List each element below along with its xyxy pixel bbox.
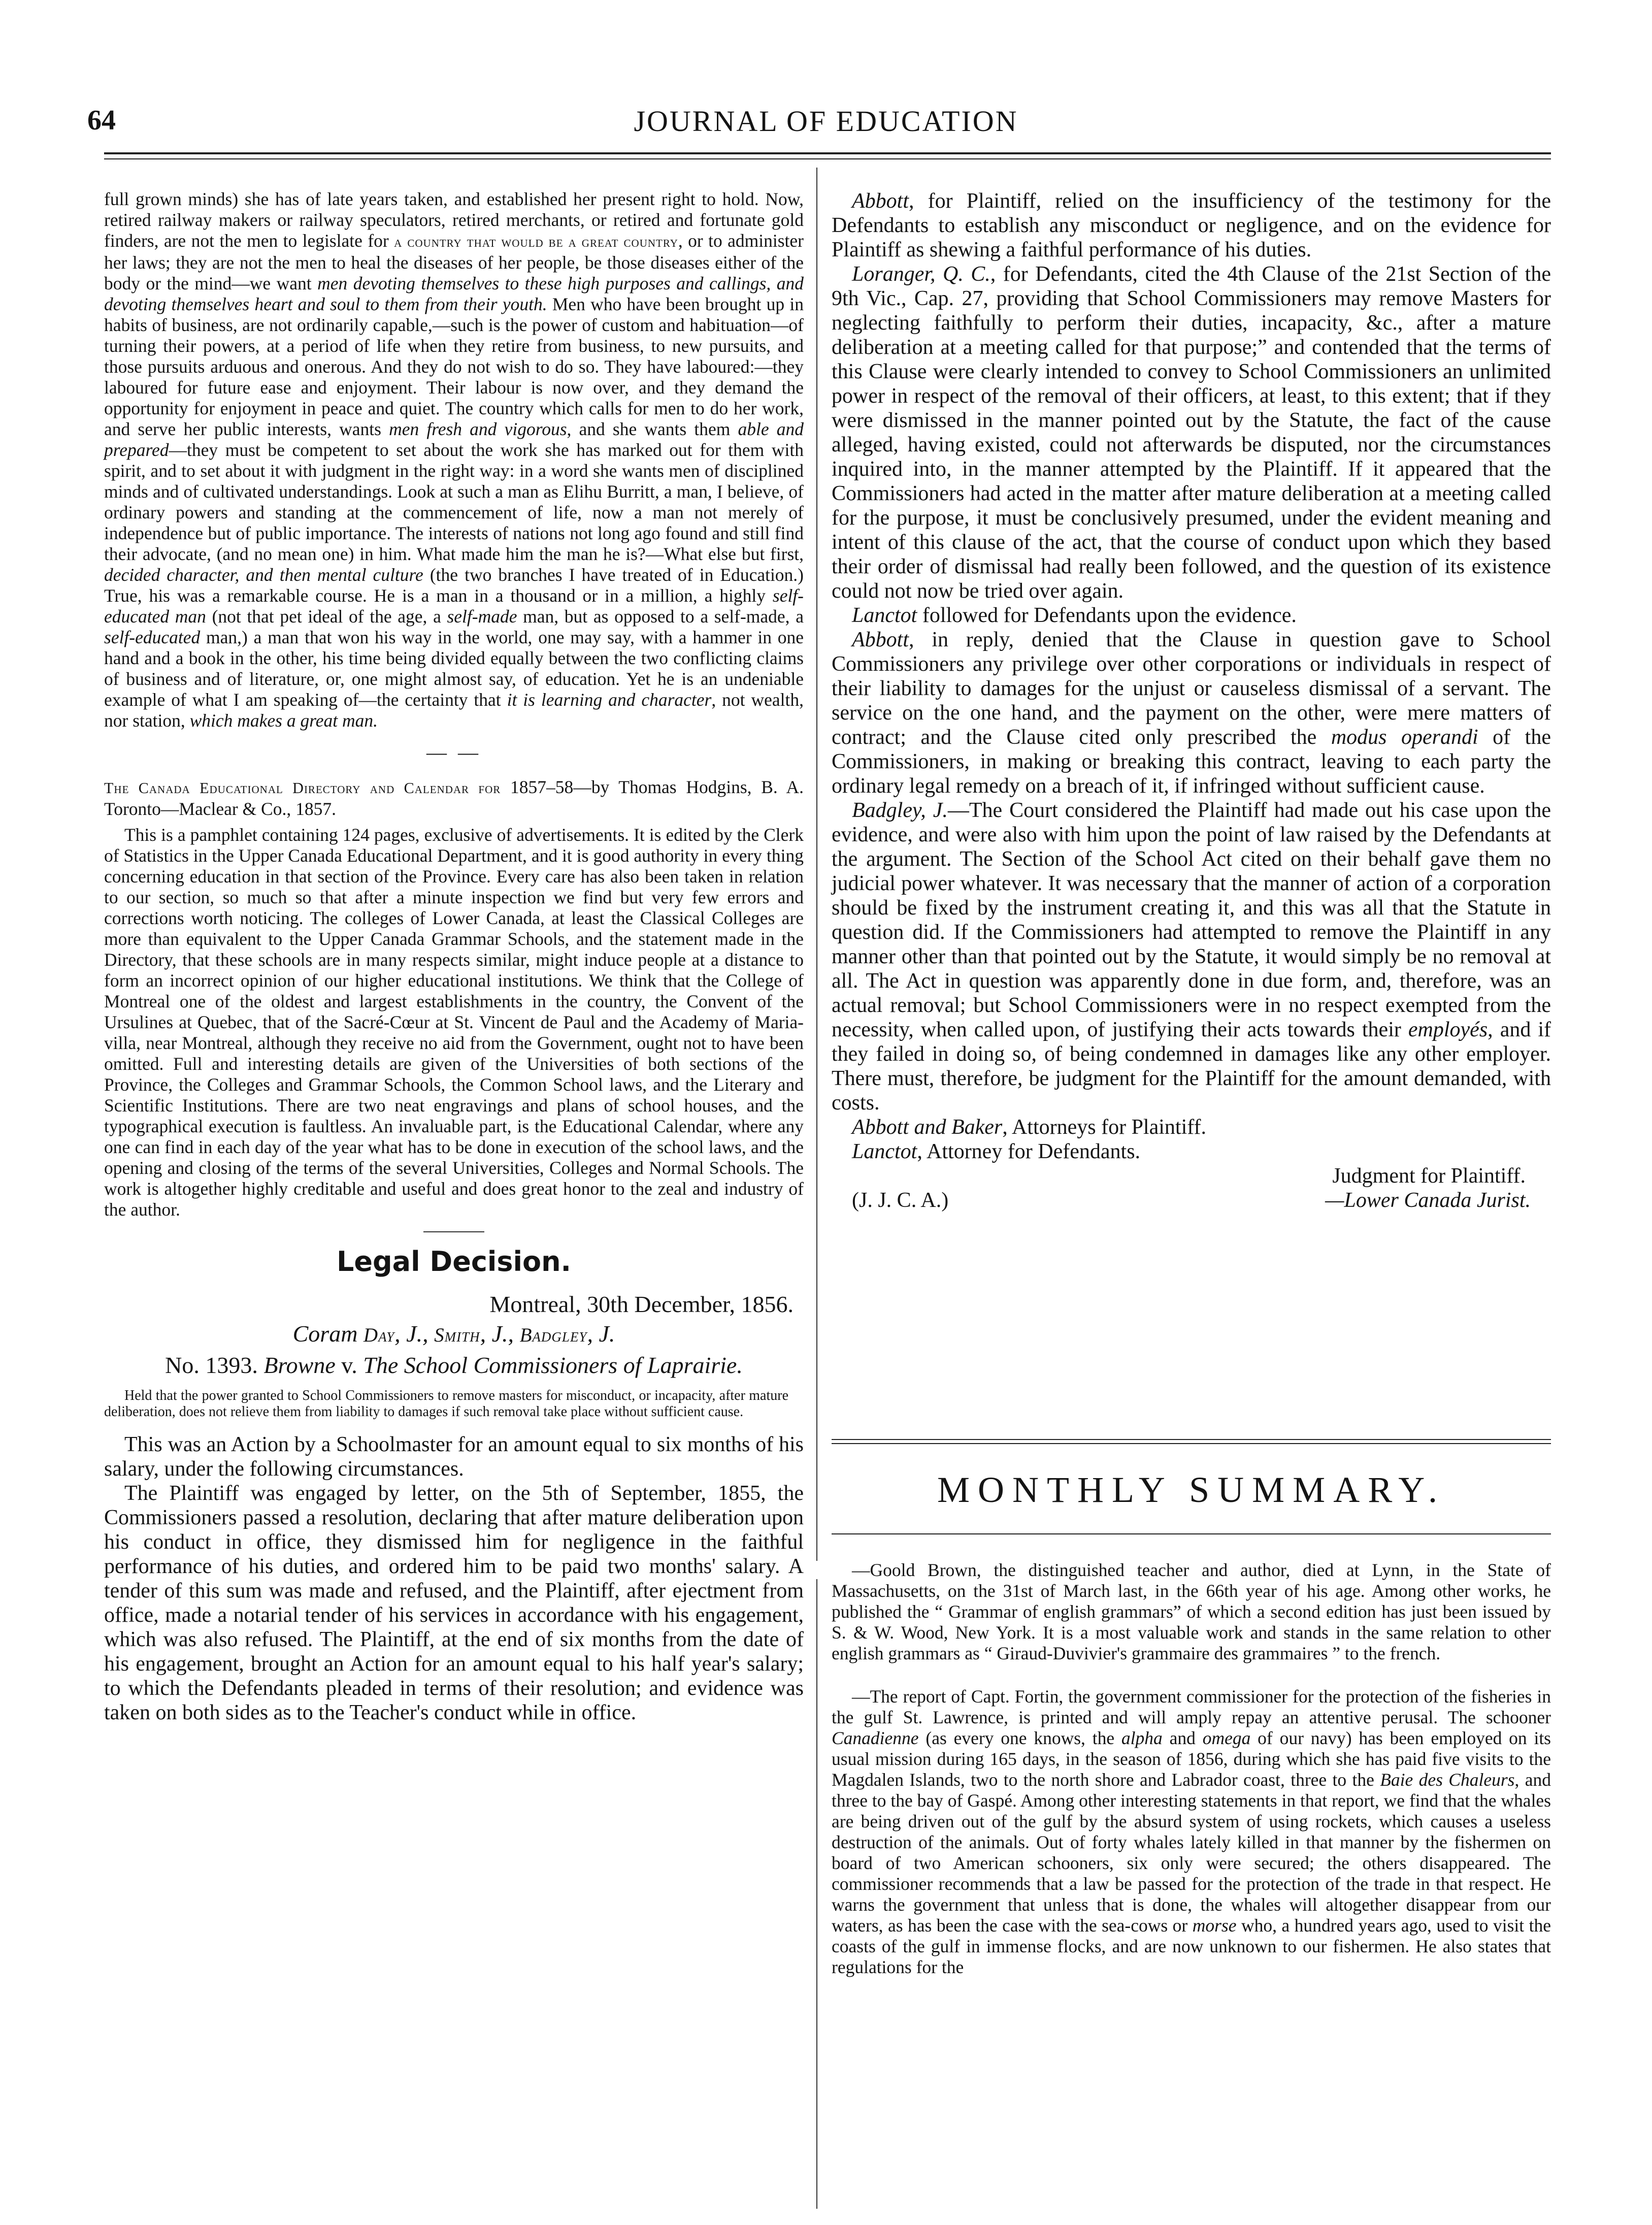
summary-column: [832, 1560, 1551, 1978]
summary-item: —Goold Brown, the distinguished teacher and author, died at Lynn, in the State of Massachusetts, on the 31st of March last, in the 66th year of his age. Among other works, he published the “ Grammar of english grammars” of which a second edition has just been issued by S. & W. Wood, New York. It is a most valuable work and stands in the same relation to other english grammars as “ Giraud-Duvivier's grammaire des grammaires ” to the french.: [832, 1560, 1551, 1663]
jca-initials: (J. J. C. A.): [852, 1189, 949, 1212]
italic-text: Abbott and Baker: [852, 1116, 1003, 1139]
case-number: [104, 1350, 804, 1381]
left-column: [104, 189, 804, 1725]
italic-text: decided character, and then mental culture: [104, 565, 423, 585]
summary-rule-top: [832, 1439, 1551, 1440]
text-run: v.: [335, 1352, 364, 1378]
text-run: (as every one knows, the: [918, 1728, 1121, 1748]
essay-continuation: [104, 189, 804, 731]
text-run: , or to administer her laws; they are not the men to heal the diseases of her people, be those diseases either of the body or the mind—we want: [104, 231, 804, 293]
italic-text: Baie des Chaleurs: [1380, 1770, 1515, 1790]
jurist-source: —Lower Canada Jurist.: [1325, 1189, 1531, 1212]
text-run: and: [1162, 1728, 1203, 1748]
italic-text: Lanctot: [852, 1140, 917, 1163]
case-paragraph: This was an Action by a Schoolmaster for an amount equal to six months of his salary, under the following circumstances.: [104, 1433, 804, 1481]
text-run: full grown minds) she has of late years taken, and established her present right to hold. Now, retired railway makers or railway speculators, retired merchants, or retired and fortunate gold finders, are not the men to legislate for: [104, 189, 804, 251]
text-run: 1857–58—by Thomas Hodgins, B. A. Toronto—Maclear & Co., 1857.: [104, 777, 804, 819]
text-run: (not that pet ideal of the age, a: [206, 606, 447, 627]
page-number: 64: [87, 105, 116, 136]
column-divider-upper: [816, 168, 817, 1561]
italic-text: modus operandi: [1331, 726, 1478, 749]
section-separator: [423, 1231, 484, 1232]
italic-text: Canadienne: [832, 1728, 919, 1748]
text-run: , for Plaintiff, relied on the insufficiency of the testimony for the Defendants to establish any misconduct or negligence, and on the evidence for Plaintiff as shewing a faithful performance of his duties.: [832, 189, 1551, 261]
text-run: No. 1393.: [165, 1352, 264, 1378]
italic-text: men devoting themselves to these high purposes and callings, and devoting themselves heart and soul to them from their youth.: [104, 273, 804, 314]
running-head: JOURNAL OF EDUCATION: [634, 105, 1018, 138]
directory-heading: [104, 777, 804, 820]
attorney-line: [832, 1139, 1551, 1164]
decision-dateline: Montreal, 30th December, 1856.: [489, 1291, 794, 1317]
text-run: , in reply, denied that the Clause in question gave to School Commissioners any privilege over other corporations or individuals in respect of their liability to damages for the unjust or causeless dismissal of a servant. The service on the one hand, and the payment on the other, were mere matters of contract; and the Clause cited only prescribed the: [832, 628, 1551, 749]
italic-text: Coram: [292, 1321, 364, 1347]
text-run: followed for Defendants upon the evidence.: [917, 604, 1297, 627]
text-run: , and she wants them: [567, 419, 738, 439]
judgment-paragraph: [832, 798, 1551, 1115]
text-run: Men who have been brought up in habits of business, are not ordinarily capable,—such is the power of custom and habituation—of turning their powers, at a period of life when they retire from business, to new pursuits, and those pursuits arduous and onerous. And they do not wish to do so. They have laboured:—they laboured for future ease and enjoyment. Their labour is now over, and they demand the opportunity for enjoyment in peace and quiet. The country which calls for men to do her work, and serve her public interests, wants: [104, 294, 804, 439]
directory-review: This is a pamphlet containing 124 pages, exclusive of advertisements. It is edited by the Clerk of Statistics in the Upper Canada Educational Department, and it is good authority in every thing concerning education in that section of the Province. Every care has also been taken in relation to our section, so much so that after a minute inspection we find but very few errors and corrections worth noticing. The colleges of Lower Canada, at least the Classical Colleges are more than equivalent to the Upper Canada Grammar Schools, and the statement made in the Directory, that these schools are in many respects similar, might induce people at a distance to form an incorrect opinion of our higher educational institutions. We think that the College of Montreal one of the oldest and largest establishments in the country, the Convent of the Ursulines at Quebec, that of the Sacré-Cœur at St. Vincent de Paul and the Academy of Maria-villa, near Montreal, although they receive no aid from the Government, ought not to have been omitted. Full and interesting details are given of the Universities of both sections of the Province, the Colleges and Grammar Schools, the Common School laws, and the Literary and Scientific Institutions. There are two neat engravings and plans of school houses, and the typographical execution is faultless. An invaluable part, is the Educational Calendar, where any one can find in each day of the year what has to be done in execution of the school laws, and the opening and closing of the terms of the several Universities, Colleges and Normal Schools. The work is altogether highly creditable and useful and does great honor to the zeal and industry of the author.: [104, 825, 804, 1220]
text-run: of our navy) has been employed on its usual mission during 165 days, in the season of 1856, during which she has paid five visits to the Magdalen Islands, two to the north shore and Labrador coast, three to the: [832, 1728, 1551, 1790]
text-run: (the two branches I have treated of in Education.) True, his was a remarkable course. He is a man in a thousand or in a million, a highly: [104, 565, 804, 606]
small-caps-text: Smith: [434, 1324, 480, 1346]
summary-rule-top-2: [832, 1443, 1551, 1444]
text-run: , Attorney for Defendants.: [917, 1140, 1141, 1163]
text-run: of the Commissioners, in making or breaking this contract, leaving to each party the ordinary legal remedy on a breach of it, if infringed without sufficient cause.: [832, 726, 1551, 798]
small-caps-text: a country that would be a great country: [394, 233, 678, 250]
monthly-summary-title: MONTHLY SUMMARY.: [937, 1469, 1445, 1510]
text-run: , Attorneys for Plaintiff.: [1002, 1116, 1206, 1139]
text-run: , J.,: [480, 1321, 520, 1347]
italic-text: alpha: [1121, 1728, 1163, 1748]
coram-line: [104, 1319, 804, 1350]
italic-text: self-educated: [104, 627, 201, 647]
text-run: —they must be competent to set about the work she has marked out for them with spirit, and to set about it with judgment in the right way: in a word she wants men of disciplined minds and of cultivated understandings. Look at such a man as Elihu Burritt, a man, I believe, of ordinary powers and standing at the commencement of life, now a man not merely of independence but of public importance. The interests of nations not long ago found and still find their advocate, (and no mean one) in him. What made him the man he is?—What else but first,: [104, 440, 804, 564]
judgment-note: Judgment for Plaintiff.: [1332, 1164, 1526, 1188]
italic-text: self-educated man: [104, 585, 804, 627]
right-column: [832, 189, 1551, 1213]
argument-paragraph: [832, 262, 1551, 603]
argument-paragraph: [832, 628, 1551, 798]
summary-item: [832, 1686, 1551, 1978]
text-run: man, but as opposed to a self-made, a: [517, 606, 804, 627]
italic-text: Loranger, Q. C.: [852, 263, 990, 286]
italic-text: Abbott: [852, 189, 909, 213]
headnote: Held that the power granted to School Commissioners to remove masters for misconduct, or incapacity, after mature deliberation, does not relieve them from liability to damages if such removal take place without sufficient cause.: [104, 1388, 788, 1420]
text-run: , for Defendants, cited the 4th Clause of the 21st Section of the 9th Vic., Cap. 27, providing that School Commissioners may remove Masters for neglecting faithfully to perform their duties, incapacity, &c., after a mature deliberation at a meeting called for that purpose;” and contended that the terms of this Clause were clearly intended to convey to School Commissioners an unlimited power in respect of the removal of their officers, at least, to this extent; that if they were dismissed in the manner pointed out by the Statute, the fact of the cause alleged, having existed, could not afterwards be disputed, nor the circumstances inquired into, in the manner attempted by the Plaintiff. If it appeared that the Commissioners had acted in the matter after mature deliberation at a meeting called for the purpose, it must be conclusively presumed, under the evident meaning and intent of this clause of the act, that the course of conduct upon which they based their order of dismissal had really been followed, and the question of its existence could not now be tried over again.: [832, 263, 1551, 603]
separator-dashes: — —: [426, 741, 481, 764]
argument-paragraph: [832, 603, 1551, 628]
italic-text: omega: [1202, 1728, 1251, 1748]
citation-row: [832, 1188, 1551, 1213]
italic-text: Abbott: [852, 628, 909, 651]
text-run: , and if they failed in doing so, of being condemned in damages like any other employer. There must, therefore, be judgment for the Plaintiff for the amount demanded, with costs.: [832, 1018, 1551, 1115]
text-run: , J.: [587, 1321, 615, 1347]
italic-text: The School Commissioners of Laprairie.: [363, 1352, 743, 1378]
summary-rule-bottom: [832, 1533, 1551, 1534]
small-caps-text: Badgley: [519, 1324, 587, 1346]
text-run: , not wealth, nor station,: [104, 690, 804, 731]
italic-text: Lanctot: [852, 604, 917, 627]
small-caps-text: Day: [363, 1324, 395, 1346]
text-run: man,) a man that won his way in the world, one may say, with a hammer in one hand and a book in the other, his time being divided equally between the two conflicting claims of business and of literature, or, one might almost say, of education. Yet he is an undeniable example of what I am speaking of—the certainty that: [104, 627, 804, 710]
italic-text: it is learning and character: [507, 690, 712, 710]
text-run: who, a hundred years ago, used to visit the coasts of the gulf in immense flocks, and are now unknown to our fishermen. He also states that regulations for the: [832, 1915, 1551, 1977]
legal-decision-title: Legal Decision.: [336, 1246, 572, 1278]
argument-paragraph: [832, 189, 1551, 262]
italic-text: Browne: [263, 1352, 336, 1378]
text-run: —The Court considered the Plaintiff had made out his case upon the evidence, and were also with him upon the point of law raised by the Defendants at the argument. The Section of the School Act cited on their behalf gave them no judicial power whatever. It was necessary that the manner of action of a corporation should be fixed by the instrument creating it, and this was all that the Statute in question did. If the Commissioners had attempted to remove the Plaintiff in any manner other than that pointed out by the Statute, it would simply be no removal at all. The Act in question was apparently done in due form, and, therefore, was an actual removal; but School Commissioners were in no respect exempted from the necessity, when called upon, of justifying their acts towards their: [832, 799, 1551, 1041]
italic-text: men fresh and vigorous: [389, 419, 567, 439]
attorney-line: [832, 1115, 1551, 1139]
header-rule-top: [104, 152, 1551, 154]
column-divider-lower: [816, 1579, 817, 2209]
text-run: , J.,: [394, 1321, 435, 1347]
italic-text: which makes a great man.: [189, 710, 378, 731]
italic-text: able and prepared: [104, 419, 804, 460]
text-run: —The report of Capt. Fortin, the government commissioner for the protection of the fisheries in the gulf St. Lawrence, is printed and will amply repay an attentive perusal. The schooner: [832, 1686, 1551, 1727]
italic-text: employés: [1408, 1018, 1488, 1041]
small-caps-text: The Canada Educational Directory and Calendar for: [104, 779, 501, 797]
header-rule-bottom: [104, 158, 1551, 159]
case-paragraph: The Plaintiff was engaged by letter, on the 5th of September, 1855, the Commissioners passed a resolution, declaring that after mature deliberation upon his conduct in office, they dismissed him for negligence in the faithful performance of his duties, and ordered him to be paid two months' salary. A tender of this sum was made and refused, and the Plaintiff, after ejectment from office, made a notarial tender of his services in accordance with his engagement, which was also refused. The Plaintiff, at the end of six months from the date of his engagement, brought an Action for an amount equal to his half year's salary; to which the Defendants pleaded in terms of their resolution; and evidence was taken on both sides as to the Teacher's conduct while in office.: [104, 1482, 804, 1724]
text-run: , and three to the bay of Gaspé. Among other interesting statements in that report, we find that the whales are being driven out of the gulf by the absurd system of using rockets, which causes a useless destruction of the animals. Out of forty whales lately killed in that manner by the fishermen on board of two American schooners, six only were secured; the others disappeared. The commissioner recommends that a law be passed for the protection of the trade in that respect. He warns the government that unless that is done, the whales will altogether disappear from our waters, as has been the case with the sea-cows or: [832, 1770, 1551, 1936]
italic-text: self-made: [447, 606, 517, 627]
italic-text: Badgley, J.: [852, 799, 948, 822]
italic-text: morse: [1192, 1915, 1237, 1936]
